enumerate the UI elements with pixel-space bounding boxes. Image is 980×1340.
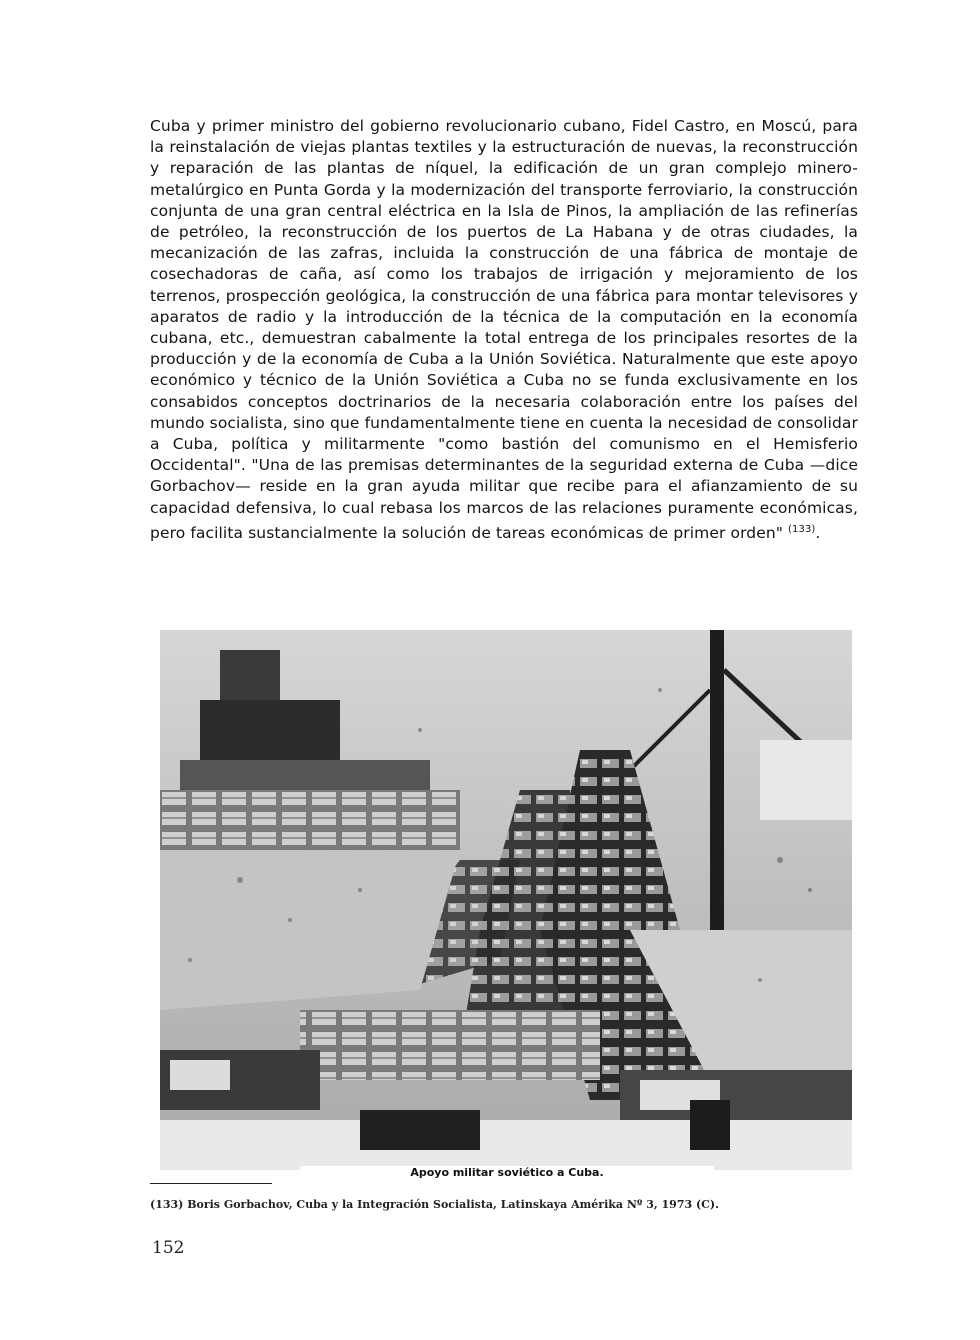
- body-text: Cuba y primer ministro del gobierno revolucionario cubano, Fidel Castro, en Moscú, para la reinstalación de viejas plantas textiles y la estructuración de nuevas, la reconstrucción y reparación de las plantas de níquel, la edificación de un gran complejo minero-metalúrgico en Punta Gorda y la modernización del transporte ferroviario, la construcción conjunta de una gran central eléctrica en la Isla de Pinos, la ampliación de las refinerías de petróleo, la reconstrucción de los puertos de La Habana y de otras ciudades, la mecanización de las zafras, incluida la construcción de una fábrica de montaje de cosechadoras de caña, así como los trabajos de irrigación y mejoramiento de los terrenos, prospección geológica, la construcción de una fábrica para montar televisores y aparatos de radio y la introducción de la técnica de la computación en la economía cubana, etc., demuestran cabalmente la total entrega de los principales resortes de la producción y de la economía de Cuba a la Unión Soviética. Naturalmente que este apoyo económico y técnico de la Unión Soviética a Cuba no se funda exclusivamente en los consabidos conceptos doctrinarios de la necesaria colaboración entre los países del mundo socialista, sino que fundamentalmente tiene en cuenta la necesidad de consolidar a Cuba, política y militarmente "como bastión del comunismo en el Hemisferio Occidental". "Una de las premisas determinantes de la seguridad externa de Cuba —dice Gorbachov— reside en la gran ayuda militar que recibe para el afianzamiento de su capacidad defensiva, lo cual rebasa los marcos de las relaciones puramente económicas, pero facilita sustancialmente la solución de tareas económicas de primer orden": [150, 117, 858, 543]
- page-number: 152: [152, 1238, 185, 1258]
- halftone-photo-military-convoy: [160, 630, 852, 1170]
- photo-illustration: [160, 630, 852, 1170]
- body-end: .: [815, 524, 821, 543]
- footnote-divider: [150, 1183, 272, 1184]
- photo-caption: Apoyo militar soviético a Cuba.: [300, 1166, 714, 1179]
- footnote: (133) Boris Gorbachov, Cuba y la Integración Socialista, Latinskaya Amérika Nº 3, 1973 (C).: [150, 1198, 719, 1211]
- body-paragraph: [150, 116, 858, 544]
- footnote-reference: (133): [788, 523, 816, 535]
